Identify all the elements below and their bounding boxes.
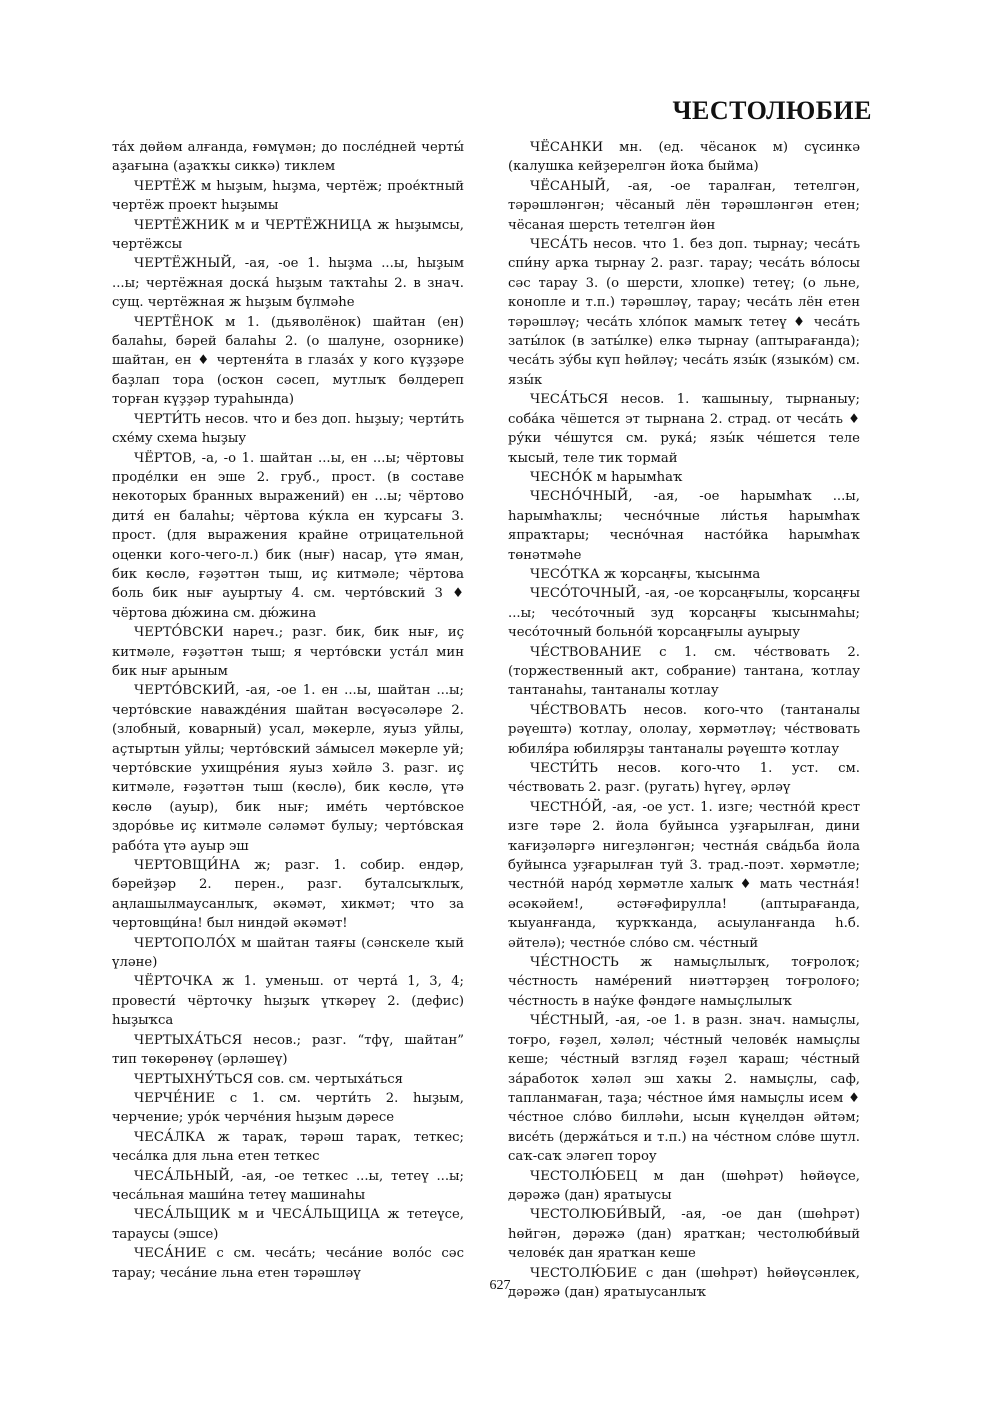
dictionary-entry: ЧЕСА́ЛЬНЫЙ, -ая, -ое теткес ...ы, тетеү ...ы; чеса́льная маши́на тетеү машинаһы: [112, 1168, 464, 1203]
dictionary-entry: ЧЕСТОЛЮ́БИЕ с дан (шөһрәт) һөйөүсәнлек, дәрәжә (дан) яратыусанлыҡ: [508, 1265, 860, 1300]
dictionary-entry: ЧЕ́СТНОСТЬ ж намыҫлылыҡ, тоғролоҡ; че́стность наме́рений ниәттәрҙең тоғролоғо; че́стность в нау́ке фәндәге намыҫлылыҡ: [508, 955, 860, 1009]
left-column: [112, 138, 464, 1283]
dictionary-entry: ЧЕСА́ЛЬЩИК м и ЧЕСА́ЛЬЩИЦА ж тетеүсе, тараусы (эшсе): [112, 1207, 464, 1242]
dictionary-entry: ЧЕ́СТВОВАНИЕ с 1. см. че́ствовать 2. (торжественный акт, собрание) тантана, ҡотлау тантанаһы, тантаналы ҡотлау: [508, 644, 860, 699]
dictionary-entry: ЧЕРТЁЖНЫЙ, -ая, -ое 1. һыҙма ...ы, һыҙым ...ы; чертёжная доска́ һыҙым таҡтаһы 2. в знач. сущ. чертёжная ж һыҙым бүлмәһе: [112, 256, 464, 311]
dictionary-entry: ЧЕСТНО́Й, -ая, -ое уст. 1. изге; честно́й крест изге тәре 2. йола буйынса уҙғарылған, дини ҡағиҙәләргә нигеҙләнгән; честна́я сва́дьба йола буйынса уҙғарылған туй 3. трад.-поэт. хөрмәтле; честно́й наро́д хөрмәтле халыҡ ♦ мать честна́я! әсәкәйем!, әстәғәфирулла! (аптырағанда, ҡыуанғанда, ҡурҡҡанда, асыуланғанда һ.б. әйтелә); честно́е сло́во см. че́стный: [508, 799, 860, 951]
dictionary-entry: та́х дөйөм алғанда, ғөмүмән; до после́дней черты́ аҙағына (аҙаҡҡы сиккә) тиклем: [112, 140, 464, 175]
dictionary-entry: ЧЁРТОВ, -а, -о 1. шайтан ...ы, ен ...ы; чёртовы проде́лки ен эше 2. груб., прост. (в составе некоторых бранных выражений) ен ...ы; чёртово дитя́ ен балаһы; чёртова ку́кла ен ҡурсағы 3. прост. (для выражения крайне отрицательной оценки кого-чего-л.) бик (нығ) насар, үтә яман, бик көслө, ғәҙәттән тыш, иҫ китмәле; чёртова боль бик нығ ауыртыу 4. см. черто́вский 3 ♦ чёртова дю́жина см. дю́жина: [112, 450, 464, 621]
dictionary-entry: ЧЕСА́ТЬСЯ несов. 1. ҡашыныу, тырнаныу; соба́ка чёшется эт тырнана 2. страд. от чеса́ть ♦ ру́ки че́шутся см. рука́; язы́к че́шется теле ҡысый, теле тик тормай: [508, 392, 860, 466]
dictionary-entry: ЧЕРТОВЩИ́НА ж; разг. 1. собир. ендәр, бәрейҙәр 2. перен., разг. буталсыҡлыҡ, аңлашылмаусанлыҡ, әкәмәт, хикмәт; что за чертовщи́на! был ниндәй әкәмәт!: [112, 858, 464, 932]
dictionary-entry: ЧЕСА́ТЬ несов. что 1. без доп. тырнау; чеса́ть спи́ну арҡа тырнау 2. разг. тарау; чеса́ть во́лосы сәс тарау 3. (о шерсти, хлопке) тетеү; (о льне, конопле и т.п.) тәрәшләү, тарау; чеса́ть лён етен тәрәшләү; чеса́ть хло́пок мамыҡ тетеү ♦ чеса́ть заты́лок (в заты́лке) елкә тырнау (аптырағанда); чеса́ть зу́бы күп һөйләү; чеса́ть язы́к (языко́м) см. язы́к: [508, 237, 860, 388]
dictionary-entry: ЧЁРТОЧКА ж 1. уменьш. от черта́ 1, 3, 4; провести́ чёрточку һыҙыҡ үткәреү 2. (дефис) һыҙыҡса: [112, 974, 464, 1029]
dictionary-entry: ЧЕРТОПОЛО́Х м шайтан таяғы (сәнскеле ҡый үләне): [112, 935, 464, 971]
dictionary-entry: ЧЕСТИ́ТЬ несов. кого-что 1. уст. см. че́ствовать 2. разг. (ругать) һүгеү, әрләү: [508, 761, 860, 796]
page-number: 627: [489, 1278, 511, 1293]
dictionary-entry: ЧЕРТЁЖНИК м и ЧЕРТЁЖНИЦА ж һыҙымсы, чертёжсы: [112, 217, 464, 253]
dictionary-entry: ЧЕРТЁНОК м 1. (дьяволёнок) шайтан (ен) балаһы, бәрей балаһы 2. (о шалуне, озорнике) шайтан, ен ♦ чертеня́та в глаза́х у кого күҙҙәре баҙлап тора (осҡон сәсеп, мутлыҡ бөлдереп торған күҙҙәр тураһында): [112, 314, 464, 408]
dictionary-entry: ЧЁСАНКИ мн. (ед. чёсанок м) сүсинкә (калушка кейҙерелгән йоҡа быйма): [508, 140, 860, 175]
dictionary-entry: ЧЁСАНЫЙ, -ая, -ое таралған, тетелгән, тәрәшләнгән; чёсаный лён тәрәшләнгән етен; чёсаная шерсть тетелгән йөн: [508, 178, 860, 233]
dictionary-entry: ЧЕРЧЕ́НИЕ с 1. см. черти́ть 2. һыҙым, черчение; уро́к черче́ния һыҙым дәресе: [112, 1090, 464, 1126]
dictionary-entry: ЧЕРТО́ВСКИ нареч.; разг. бик, бик нығ, иҫ китмәле, ғәҙәттән тыш; я черто́вски уста́л мин бик нығ арыным: [112, 625, 464, 679]
dictionary-entry: ЧЕРТИ́ТЬ несов. что и без доп. һыҙыу; черти́ть схе́му схема һыҙыу: [112, 411, 464, 447]
dictionary-entry: ЧЕРТЁЖ м һыҙым, һыҙма, чертёж; прое́ктный чертёж проект һыҙымы: [112, 178, 464, 214]
right-column: [508, 138, 860, 1302]
running-head: ЧЕСТОЛЮБИЕ: [672, 96, 872, 125]
dictionary-entry: ЧЕСО́ТОЧНЫЙ, -ая, -ое ҡорсаңғылы, ҡорсаңғы ...ы; чесо́точный зуд ҡорсаңғы ҡысынмаһы; чесо́точный больно́й ҡорсаңғылы ауырыу: [508, 586, 860, 641]
dictionary-entry: ЧЕСТОЛЮБИ́ВЫЙ, -ая, -ое дан (шөһрәт) һөйгән, дәрәжә (дан) яратҡан; честолюби́вый челове́к дан яратҡан кеше: [508, 1207, 860, 1262]
dictionary-entry: ЧЕ́СТВОВАТЬ несов. кого-что (тантаналы рәүештә) ҡотлау, ололау, хөрмәтләү; че́ствовать юбиля́ра юбилярҙы тантаналы рәүештә ҡотлау: [508, 702, 860, 757]
dictionary-entry: ЧЕРТО́ВСКИЙ, -ая, -ое 1. ен ...ы, шайтан ...ы; черто́вские наважде́ния шайтан вәсүәсәләре 2. (злобный, коварный) усал, мәкерле, яуыз уйлы, аҫтыртын уйлы; черто́вский за́мысел мәкерле уй; черто́вские ухищре́ния яуыз хәйлә 3. разг. иҫ китмәле, ғәҙәттән тыш (көслө), бик көслө, үтә көслө (ауыр), бик нығ; име́ть черто́вское здоро́вье иҫ китмәле сәләмәт булыу; черто́вская рабо́та үтә ауыр эш: [112, 683, 464, 854]
dictionary-entry: ЧЕСА́ЛКА ж тараҡ, тәрәш тараҡ, теткес; чеса́лка для льна етен теткес: [112, 1129, 464, 1165]
dictionary-entry: ЧЕСТОЛЮ́БЕЦ м дан (шөһрәт) һөйөүсе, дәрәжә (дан) яратыусы: [508, 1168, 860, 1203]
dictionary-entry: ЧЕ́СТНЫЙ, -ая, -ое 1. в разн. знач. намыҫлы, тоғро, ғәҙел, хәләл; че́стный челове́к намыҫлы кеше; че́стный взгляд ғәҙел ҡараш; че́стный за́работок хәләл эш хаҡы 2. намыҫлы, саф, тапланмаған, таҙа; че́стное и́мя намыҫлы исем ♦ че́стное сло́во билләһи, ысын күңелдән әйтәм; висе́ть (держа́ться и т.п.) на че́стном сло́ве шутл. саҡ-саҡ эләгеп тороу: [508, 1013, 860, 1165]
dictionary-entry: ЧЕСНО́К м һарымһаҡ: [530, 469, 683, 485]
dictionary-entry: ЧЕРТЫХА́ТЬСЯ несов.; разг. “тфү, шайтан” тип төкөрөнөү (әрләшеү): [112, 1032, 464, 1068]
dictionary-entry: ЧЕСА́НИЕ с см. чеса́ть; чеса́ние воло́с сәс тарау; чеса́ние льна етен тәрәшләү: [112, 1246, 464, 1281]
dictionary-entry: ЧЕСО́ТКА ж ҡорсаңғы, ҡысынма: [530, 566, 761, 582]
dictionary-entry: ЧЕСНО́ЧНЫЙ, -ая, -ое һарымһаҡ ...ы, һарымһаҡлы; чесно́чные ли́стья һарымһаҡ япраҡтары; чесно́чная насто́йка һарымһаҡ төнәтмәһе: [508, 489, 860, 563]
dictionary-entry: ЧЕРТЫХНУ́ТЬСЯ сов. см. чертыха́ться: [134, 1071, 403, 1087]
